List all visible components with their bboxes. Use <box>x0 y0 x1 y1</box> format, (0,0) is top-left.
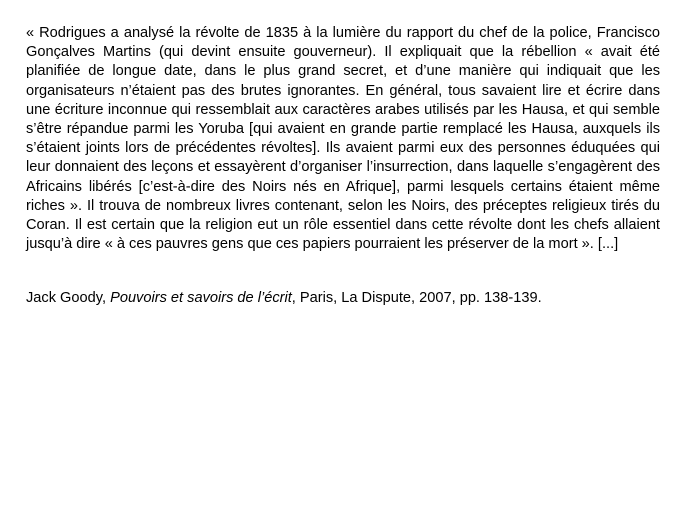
quote-paragraph: « Rodrigues a analysé la révolte de 1835 à la lumière du rapport du chef de la police, Francisco Gonçalves Martins (qui devint ensuite gouverneur). Il expliquait que la rébellion « avait été planifiée de longue date, dans le plus grand secret, et d’une manière qui indiquait que les organisateurs n’étaient pas des brutes ignorantes. En général, tous savaient lire et écrire dans une écriture inconnue qui ressemblait aux caractères arabes utilisés par les Hausa, et qui semble s’être répandue parmi les Yoruba [qui avaient en grande partie remplacé les Hausa, auxquels ils s’étaient joints lors de précédentes révoltes]. Ils avaient parmi eux des personnes éduquées qui leur donnaient des leçons et essayèrent d’organiser l’insurrection, dans laquelle s’engagèrent des Africains libérés [c’est-à-dire des Noirs nés en Afrique], parmi lesquels certains étaient même riches ». Il trouva de nombreux livres contenant, selon les Noirs, des préceptes religieux tirés du Coran. Il est certain que la religion eut un rôle essentiel dans cette révolte dont les chefs allaient jusqu’à dire « à ces pauvres gens que ces papiers pourraient les préserver de la mort ». [...] <box>26 25 660 253</box>
citation-details: , Paris, La Dispute, 2007, pp. 138-139. <box>291 290 542 306</box>
citation-book-title: Pouvoirs et savoirs de l’écrit <box>110 290 292 306</box>
citation <box>26 289 660 308</box>
citation-author: Jack Goody, <box>26 290 111 306</box>
